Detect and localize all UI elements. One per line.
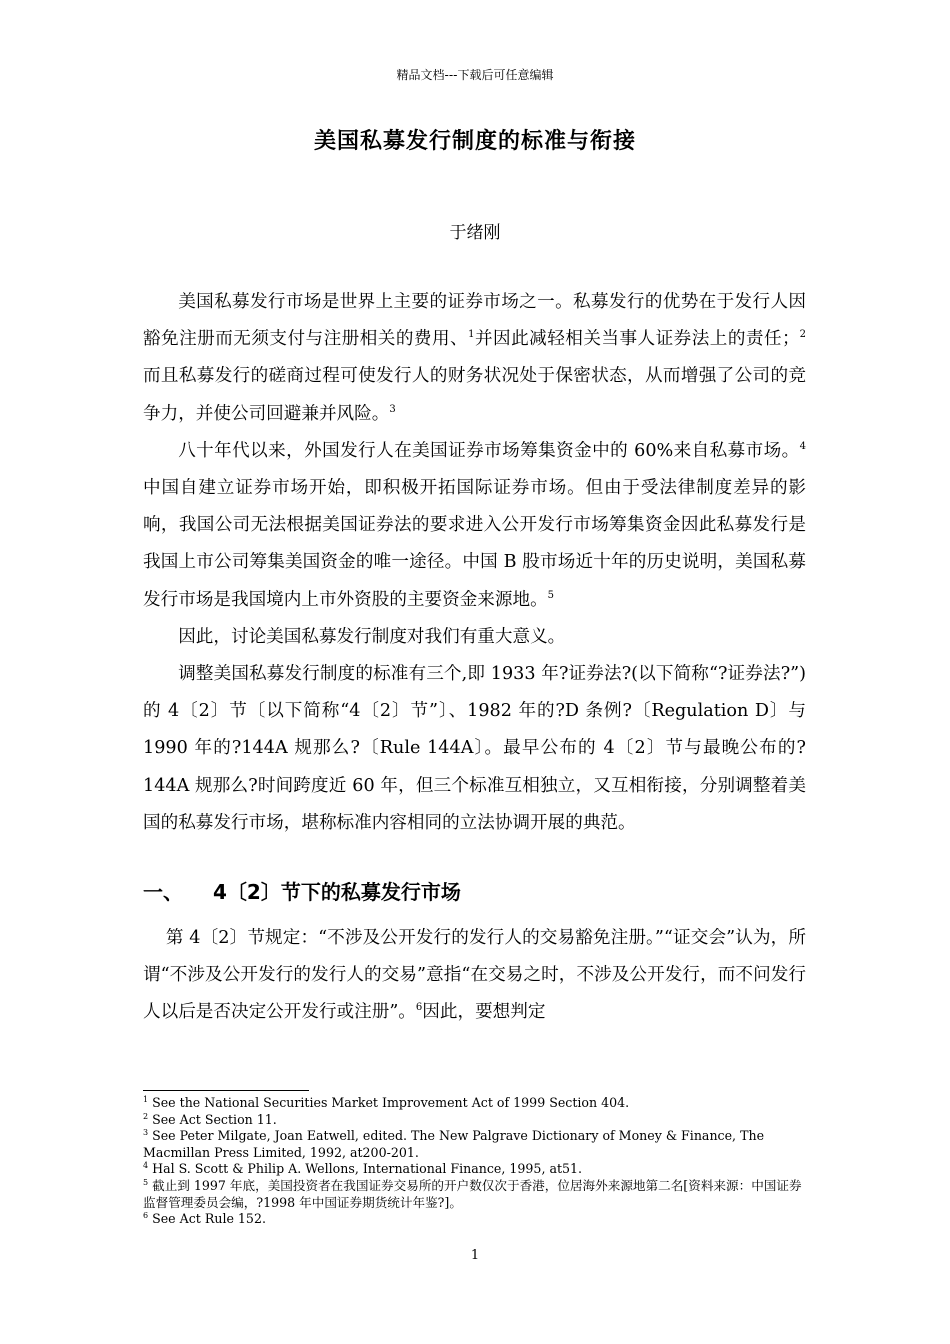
footnote bbox=[143, 1211, 806, 1228]
footnote-number: 1 bbox=[143, 1094, 149, 1104]
paragraph-text: 中国自建立证券市场开始，即积极开拓国际证券市场。但由于受法律制度差异的影响，我国公司无法根据美国证券法的要求进入公开发行市场筹集资金因此私募发行是我国上市公司筹集美国资金的唯一途径。中国 B 股市场近十年的历史说明，美国私募发行市场是我国境内上市外资股的主要资金来源地。 bbox=[143, 478, 806, 610]
paragraph-text: 而且私募发行的磋商过程可使发行人的财务状况处于保密状态，从而增强了公司的竞争力，并使公司回避兼并风险。 bbox=[143, 366, 806, 424]
footnote-reference[interactable]: 6 bbox=[415, 1002, 423, 1014]
section-title-text: 4〔2〕节下的私募发行市场 bbox=[213, 880, 461, 905]
paragraph-text: 因此，要想判定 bbox=[422, 1002, 546, 1023]
footnote-text: See Peter Milgate, Joan Eatwell, edited. The New Palgrave Dictionary of Money & Finance, The Macmillan Press Limited, 1992, at200-201. bbox=[143, 1128, 765, 1160]
footnote-number: 2 bbox=[143, 1111, 149, 1121]
document-title: 美国私募发行制度的标准与衔接 bbox=[313, 129, 636, 154]
section-number: 一、 bbox=[143, 880, 183, 905]
footnote bbox=[143, 1112, 806, 1129]
footnote-reference[interactable]: 2 bbox=[799, 329, 806, 341]
footnote bbox=[143, 1178, 806, 1211]
footnote-text: See the National Securities Market Improvement Act of 1999 Section 404. bbox=[148, 1095, 630, 1110]
document-body bbox=[143, 284, 806, 1032]
paragraph-text: 调整美国私募发行制度的标准有三个,即 1933 年?证券法?(以下简称“?证券法?”)的 4〔2〕节〔以下简称“4〔2〕节”〕、1982 年的?D 条例?〔Regulation D〕与 1990 年的?144A 规那么?〔Rule 144A〕。最早公布的 4〔2〕节与最晚公布的?144A 规那么?时间跨度近 60 年，但三个标准互相独立，又互相衔接，分别调整着美国的私募发行市场，堪称标准内容相同的立法协调开展的典范。 bbox=[143, 664, 806, 833]
paragraph bbox=[143, 284, 806, 433]
footnote-separator bbox=[143, 1090, 309, 1091]
footnote bbox=[143, 1161, 806, 1178]
author-name: 于绪刚 bbox=[449, 223, 501, 243]
footnote-number: 6 bbox=[143, 1210, 149, 1220]
footnote bbox=[143, 1095, 806, 1112]
footnote-number: 3 bbox=[143, 1128, 149, 1137]
paragraph bbox=[143, 619, 806, 656]
section-heading bbox=[143, 872, 806, 912]
footnote-reference[interactable]: 5 bbox=[547, 589, 555, 601]
footnote-number: 5 bbox=[143, 1177, 149, 1187]
paragraph bbox=[143, 433, 806, 619]
footnote-number: 4 bbox=[143, 1161, 149, 1171]
footnote-text: Hal S. Scott & Philip A. Wellons, International Finance, 1995, at51. bbox=[148, 1161, 583, 1177]
footnote bbox=[143, 1128, 806, 1161]
page-number: 1 bbox=[470, 1248, 480, 1263]
footnote-reference[interactable]: 1 bbox=[468, 329, 475, 341]
paragraph-text: 八十年代以来，外国发行人在美国证券市场筹集资金中的 60%来自私募市场。 bbox=[178, 440, 800, 461]
paragraph bbox=[143, 920, 806, 1032]
paragraph-text: 因此，讨论美国私募发行制度对我们有重大意义。 bbox=[178, 626, 566, 647]
footnote-text: See Act Section 11. bbox=[148, 1111, 277, 1127]
paragraph-text: 第 4〔2〕节规定：“不涉及公开发行的发行人的交易豁免注册。”“证交会”认为，所谓“不涉及公开发行的发行人的交易”意指“在交易之时，不涉及公开发行，而不问发行人以后是否决定公开发行或注册”。 bbox=[143, 928, 806, 1023]
footnote-reference[interactable]: 4 bbox=[799, 440, 806, 452]
footnote-text: 截止到 1997 年底，美国投资者在我国证券交易所的开户数仅次于香港，位居海外来源地第二名[资料来源：中国证券监督管理委员会编，?1998 年中国证券期货统计年鉴?]。 bbox=[143, 1177, 802, 1210]
paragraph-text: 并因此减轻相关当事人证券法上的责任； bbox=[474, 329, 800, 350]
page-header: 精品文档---下载后可任意编辑 bbox=[396, 68, 554, 82]
footnotes bbox=[143, 1095, 806, 1228]
footnote-text: See Act Rule 152. bbox=[148, 1211, 266, 1227]
paragraph bbox=[143, 656, 806, 842]
paragraph-text: 美国私募发行市场是世界上主要的证券市场之一。私募发行的优势在于发行人因豁免注册而无须支付与注册相关的费用、 bbox=[143, 292, 806, 350]
footnote-reference[interactable]: 3 bbox=[389, 403, 396, 415]
